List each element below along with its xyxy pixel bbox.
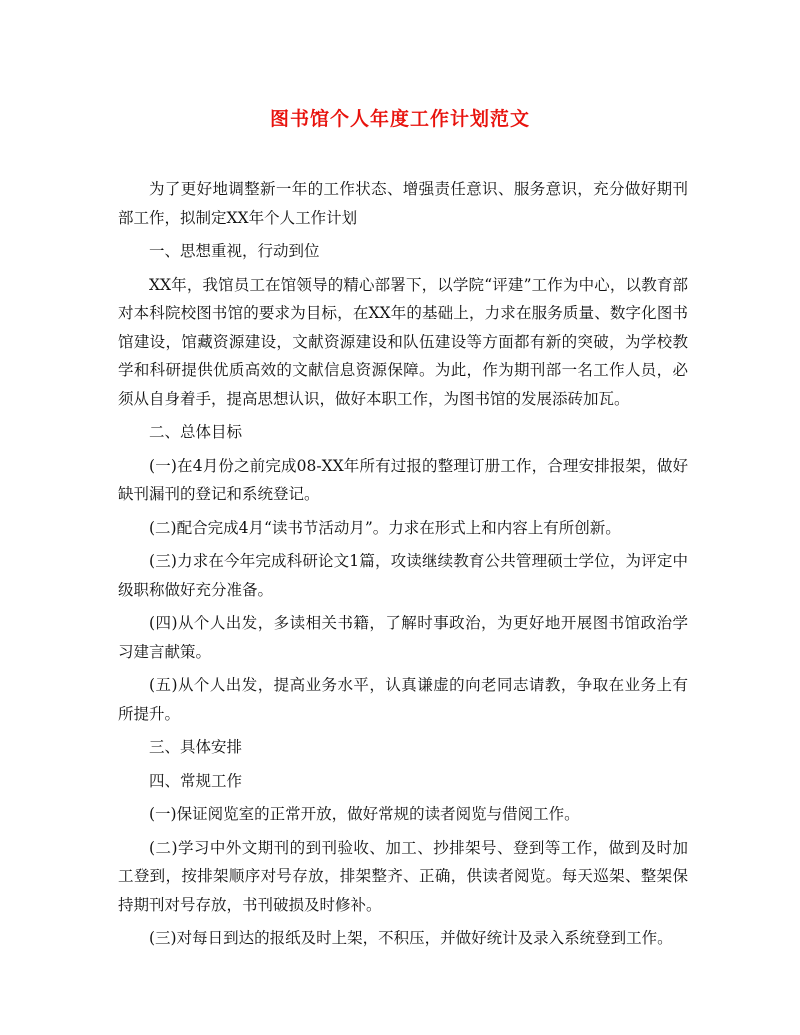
goal-item-2: (二)配合完成4月“读书节活动月”。力求在形式上和内容上有所创新。 — [149, 518, 621, 537]
routine-item-2: (二)学习中外文期刊的到刊验收、加工、抄排架号、登到等工作，做到及时加工登到，按排架顺序对号存放，排架整齐、正确，供读者阅览。每天巡架、整架保持期刊对号存放，书刊破损及时修补。 — [118, 838, 688, 914]
section-heading-4: 四、常规工作 — [149, 771, 243, 790]
section-heading-3: 三、具体安排 — [149, 738, 243, 756]
goal-item-4: (四)从个人出发，多读相关书籍，了解时事政治，为更好地开展图书馆政治学习建言献策。 — [118, 614, 688, 661]
document-title: 图书馆个人年度工作计划范文 — [269, 108, 530, 130]
section-heading-2: 二、总体目标 — [149, 423, 243, 441]
goal-item-3: (三)力求在今年完成科研论文1篇，攻读继续教育公共管理硕士学位，为评定中级职称做好充分准备。 — [118, 552, 688, 599]
section-heading-1: 一、思想重视，行动到位 — [149, 242, 320, 260]
goal-item-5: (五)从个人出发，提高业务水平，认真谦虚的向老同志请教，争取在业务上有所提升。 — [118, 676, 688, 723]
routine-item-3: (三)对每日到达的报纸及时上架，不积压，并做好统计及录入系统登到工作。 — [149, 929, 673, 947]
document-body — [118, 175, 688, 958]
body-paragraph: XX年，我馆员工在馆领导的精心部署下，以学院“评建”工作为中心，以教育部对本科院校图书馆的要求为目标，在XX年的基础上，力求在服务质量、数字化图书馆建设，馆藏资源建设，文献资源建设和队伍建设等方面都有新的突破，为学校教学和科研提供优质高效的文献信息资源保障。为此，作为期刊部一名工作人员，必须从自身着手，提高思想认识，做好本职工作，为图书馆的发展添砖加瓦。 — [118, 275, 688, 408]
goal-item-1: (一)在4月份之前完成08-XX年所有过报的整理订册工作，合理安排报架，做好缺刊漏刊的登记和系统登记。 — [118, 456, 688, 503]
routine-item-1: (一)保证阅览室的正常开放，做好常规的读者阅览与借阅工作。 — [149, 805, 580, 823]
intro-paragraph: 为了更好地调整新一年的工作状态、增强责任意识、服务意识，充分做好期刊部工作，拟制定XX年个人工作计划 — [118, 180, 688, 227]
